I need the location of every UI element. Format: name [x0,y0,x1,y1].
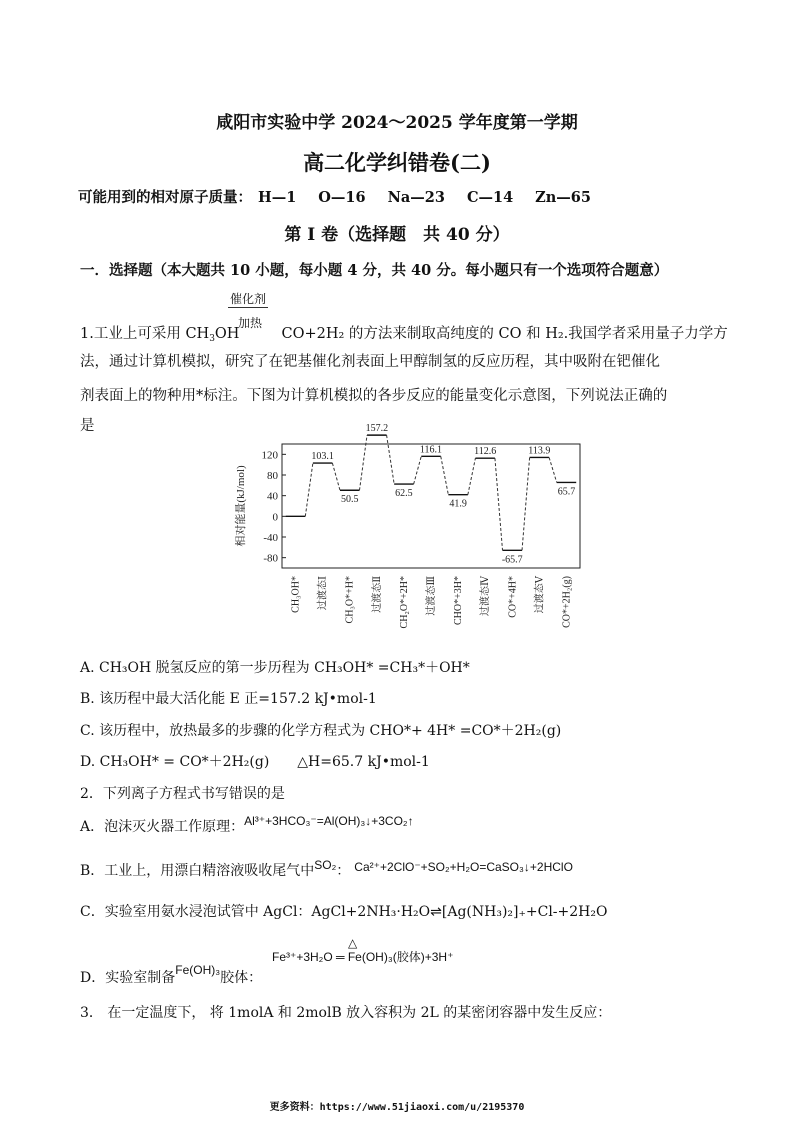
q2-option-c [80,901,607,921]
energy-connector [387,435,395,484]
energy-connector [441,456,449,494]
x-category-label: 过渡态Ⅲ [426,576,437,616]
x-category-label: CO*+2H₂(g) [561,576,573,628]
x-category-label: CO*+4H* [507,576,519,618]
x-category-label: CHO*+3H* [453,576,465,625]
q1-option-d-enthalpy: △H=65.7 kJ•mol-1 [297,754,430,770]
energy-connector [359,435,367,490]
x-category-label: CH₂O*+2H* [398,576,410,629]
q2-option-b [80,860,573,880]
energy-connector [549,457,557,482]
atomic-mass-o: O—16 [318,189,366,206]
q2-option-c-text: C．实验室用氨水浸泡试管中 AgCl：AgCl+2NH₃·H₂O [80,904,431,920]
atomic-mass-na: Na—23 [387,189,445,206]
y-tick-label: 40 [267,490,278,503]
atomic-mass-c: C—14 [466,189,514,206]
atomic-mass-line [78,186,613,207]
data-label: -65.7 [501,554,523,566]
school-term-title: 咸阳市实验中学 2024～2025 学年度第一学期 [216,113,578,133]
y-tick-label: -40 [263,532,278,544]
data-label: 157.2 [365,423,389,435]
q2-stem: 2．下列离子方程式书写错误的是 [80,786,285,802]
heating-label: 加热 [238,316,263,330]
energy-connector [305,463,313,516]
q1-option-b: B. 该历程中最大活化能 E 正=157.2 kJ•mol-1 [80,691,377,707]
q1-products: CO+2H₂ 的方法来制取高纯度的 CO 和 H₂.我国学者采用量子力学方 [281,326,728,342]
atomic-mass-zn: Zn—65 [535,189,591,206]
data-label: 103.1 [311,451,334,463]
energy-connector [468,458,476,495]
data-label: 116.1 [419,444,443,456]
q2-option-c-rest: [Ag(NH₃)₂]₊+Cl-+2H₂O [441,904,608,920]
energy-connector [332,463,340,490]
energy-profile-chart [230,423,590,650]
q2-option-d-compound: Fe(OH)₃ [175,963,221,977]
q2-option-d [80,963,263,987]
data-label: 50.5 [340,494,359,506]
data-label: 41.9 [449,498,467,510]
data-label: 62.5 [395,488,413,500]
footer-link[interactable]: 更多资料：https://www.51jiaoxi.com/u/2195370 [269,1102,525,1113]
q1-line-4: 是 [80,418,95,434]
energy-connector [414,456,422,484]
x-category-label: CH₃O*+H* [344,576,356,624]
atomic-mass-label: 可能用到的相对原子质量： [78,189,252,206]
q1-option-c: C. 该历程中，放热最多的步骤的化学方程式为 CHO*+ 4H* =CO*＋2H₂(g) [80,723,562,739]
q2-option-a [80,816,414,836]
y-axis-label: 相对能量(kJ/mol) [235,465,247,547]
catalyst-text: 催化剂 [230,292,267,306]
q2-option-d-equation: Fe³⁺+3H₂O ═ Fe(OH)₃(胶体)+3H⁺ [272,950,454,964]
q1-line-2: 法，通过计算机模拟，研究了在钯基催化剂表面上甲醇制氢的反应历程，其中吸附在钯催化 [80,354,660,370]
q3-stem: 3． 在一定温度下， 将 1molA 和 2molB 放入容积为 2L 的某密闭容器中发生反应： [80,1005,612,1021]
q1-option-d [80,751,430,771]
q2-option-b-equation: Ca²⁺+2ClO⁻+SO₂+H₂O=CaSO₃↓+2HClO [354,860,573,874]
q1-option-a: A. CH₃OH 脱氢反应的第一步历程为 CH₃OH* =CH₃*＋OH* [80,660,470,676]
q1-line-3: 剂表面上的物种用*标注。下图为计算机模拟的各步反应的能量变化示意图，下列说法正确的 [80,388,668,404]
section-title: 第 I 卷（选择题 共 40 分） [284,225,510,245]
data-label: 113.9 [528,445,551,457]
q2-option-b-gas: SO₂ [314,858,337,872]
q1-line-1 [80,322,728,344]
part-heading: 一．选择题（本大题共 10 小题，每小题 4 分，共 40 分。每小题只有一个选项符合题意） [80,262,669,279]
q2-option-a-text: A．泡沫灭火器工作原理： [80,819,245,835]
y-tick-label: -80 [263,552,278,565]
q1-ch3-sub: 3 [209,334,215,344]
q2-option-a-equation: Al³⁺+3HCO₃⁻=Al(OH)₃↓+3CO₂↑ [244,814,414,828]
catalyst-label [228,290,268,308]
x-category-label: CH₃OH* [290,576,302,613]
atomic-mass-h: H—1 [258,189,297,206]
y-tick-label: 80 [267,470,278,482]
exam-title: 高二化学纠错卷(二) [303,150,491,175]
q2-option-d-heat: △ [348,936,358,950]
y-tick-label: 0 [272,511,278,524]
q2-option-c-arrow: ⇌ [430,904,442,920]
x-category-label: 过渡态Ⅰ [317,576,329,610]
q2-option-b-colon: ： [336,863,351,879]
q1-intro: 1.工业上可采用 CH [80,326,210,342]
q1-oh: OH [214,326,240,342]
q1-option-d-equation: D. CH₃OH* = CO*＋2H₂(g) [80,754,270,770]
data-label: 112.6 [474,446,497,458]
x-category-label: 过渡态Ⅳ [480,576,492,616]
q2-option-d-text: D．实验室制备 [80,970,176,986]
y-tick-label: 120 [261,449,278,462]
x-category-label: 过渡态Ⅴ [534,576,546,614]
q2-option-b-text: B．工业上，用漂白精溶液吸收尾气中 [80,863,315,879]
q2-option-d-text2: 胶体： [220,970,263,986]
data-label: 65.7 [557,486,576,498]
energy-connector [522,457,530,550]
x-category-label: 过渡态Ⅱ [371,576,383,613]
energy-connector [495,458,503,550]
